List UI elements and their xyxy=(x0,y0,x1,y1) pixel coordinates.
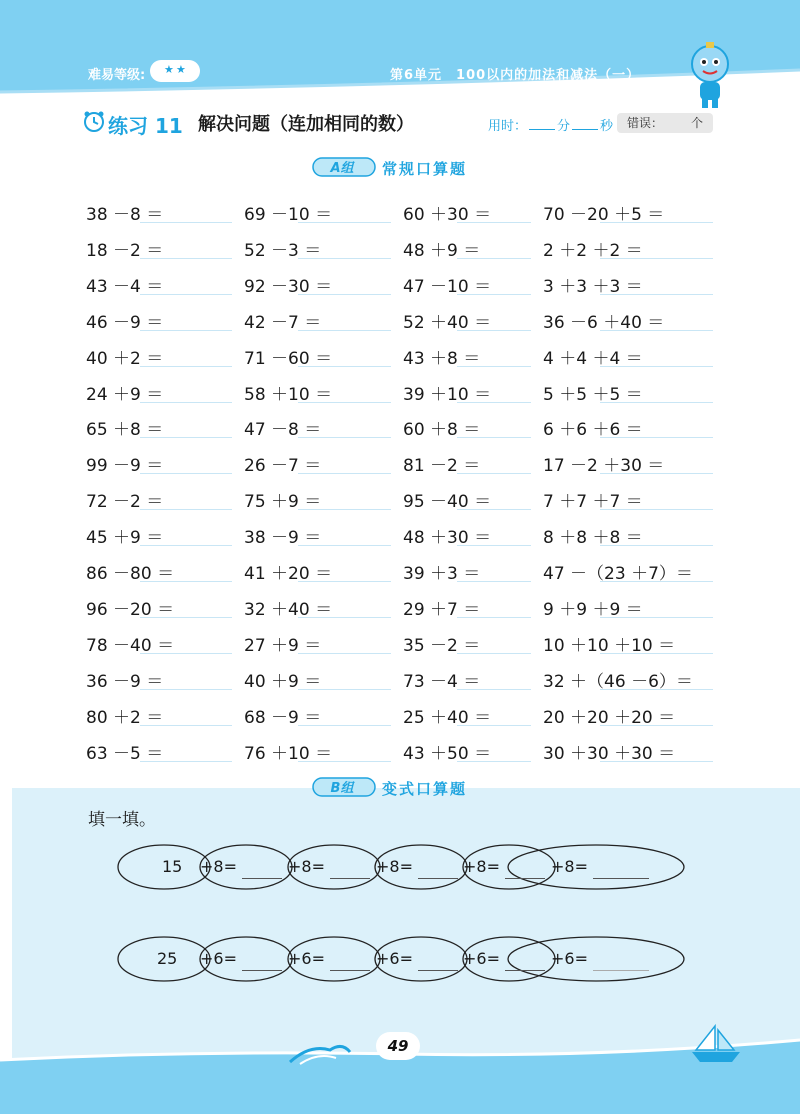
chain-operation: +6= xyxy=(288,949,325,968)
answer-line[interactable] xyxy=(140,330,232,331)
answer-line[interactable] xyxy=(600,509,713,510)
answer-line[interactable] xyxy=(298,437,391,438)
problem: 92 －30 ＝ xyxy=(244,276,333,297)
section-b-heading xyxy=(312,776,512,800)
problem: 70 －20 ＋5 ＝ xyxy=(543,205,665,225)
answer-line[interactable] xyxy=(600,366,713,367)
chain-operation: +6= xyxy=(376,949,413,968)
problem: 47 －10 ＝ xyxy=(403,276,492,297)
problem: 7 ＋7 ＋7 ＝ xyxy=(543,492,643,513)
answer-line[interactable] xyxy=(600,617,713,618)
chain-ellipse xyxy=(508,937,684,981)
problem: 40 ＋2 ＝ xyxy=(86,348,164,369)
answer-line[interactable] xyxy=(457,402,531,403)
problem: 42 －7 ＝ xyxy=(244,312,322,333)
minute-label: 分 xyxy=(557,119,571,134)
chain-operation: +6= xyxy=(200,949,237,968)
answer-line[interactable] xyxy=(457,509,531,510)
chain-operation: +8= xyxy=(376,857,413,876)
answer-line[interactable] xyxy=(457,366,531,367)
problem: 32 ＋40 ＝ xyxy=(244,599,333,620)
problem: 8 ＋8 ＋8 ＝ xyxy=(543,528,643,549)
problem: 32 ＋（46 －6）＝ xyxy=(543,671,693,692)
problem: 47 －8 ＝ xyxy=(244,420,322,441)
answer-line[interactable] xyxy=(298,509,391,510)
problem: 25 ＋40 ＝ xyxy=(403,707,492,728)
problem: 38 －8 ＝ xyxy=(86,205,164,225)
section-a-badge-text: A组 xyxy=(330,161,354,176)
answer-line[interactable] xyxy=(600,725,713,726)
chain-answer-blank[interactable] xyxy=(330,878,370,879)
mascot-icon xyxy=(680,40,740,110)
problem: 52 －3 ＝ xyxy=(244,240,322,261)
problem: 30 ＋30 ＋30 ＝ xyxy=(543,743,676,764)
problem: 2 ＋2 ＋2 ＝ xyxy=(543,240,643,261)
chain-operation: +8= xyxy=(288,857,325,876)
answer-line[interactable] xyxy=(457,330,531,331)
problem: 99 －9 ＝ xyxy=(86,456,164,477)
answer-line[interactable] xyxy=(600,437,713,438)
answer-line[interactable] xyxy=(600,473,713,474)
answer-line[interactable] xyxy=(298,545,391,546)
star-icon: ★ xyxy=(164,63,174,76)
problem: 47 －（23 ＋7）＝ xyxy=(543,564,693,584)
chain-answer-blank[interactable] xyxy=(418,970,458,971)
problem: 38 －9 ＝ xyxy=(244,528,322,549)
problem: 39 ＋3 ＝ xyxy=(403,564,481,584)
chain-operation: +6= xyxy=(551,949,588,968)
answer-line[interactable] xyxy=(298,581,391,582)
page-number: 49 xyxy=(376,1032,420,1060)
answer-line[interactable] xyxy=(140,617,232,618)
problem: 63 －5 ＝ xyxy=(86,743,164,764)
answer-line[interactable] xyxy=(457,653,531,654)
problem: 5 ＋5 ＋5 ＝ xyxy=(543,384,643,405)
problem: 17 －2 ＋30 ＝ xyxy=(543,456,665,477)
problem: 20 ＋20 ＋20 ＝ xyxy=(543,707,676,728)
problem: 9 ＋9 ＋9 ＝ xyxy=(543,599,643,620)
time-used xyxy=(488,115,613,134)
answer-line[interactable] xyxy=(140,689,232,690)
answer-line[interactable] xyxy=(140,725,232,726)
problem: 35 －2 ＝ xyxy=(403,635,481,656)
answer-line[interactable] xyxy=(457,581,531,582)
answer-line[interactable] xyxy=(298,222,391,223)
problem: 80 ＋2 ＝ xyxy=(86,707,164,728)
problem: 95 －40 ＝ xyxy=(403,492,492,513)
unit-title: 第6单元 100以内的加法和减法（一） xyxy=(390,68,641,83)
answer-line[interactable] xyxy=(600,545,713,546)
answer-line[interactable] xyxy=(140,581,232,582)
answer-line[interactable] xyxy=(298,258,391,259)
answer-line[interactable] xyxy=(140,545,232,546)
problem: 43 ＋8 ＝ xyxy=(403,348,481,369)
minute-blank[interactable] xyxy=(529,129,555,130)
fill-in-instruction: 填一填。 xyxy=(88,810,156,830)
error-label: 错误： xyxy=(627,116,664,130)
chain-operation: +8= xyxy=(551,857,588,876)
answer-line[interactable] xyxy=(457,617,531,618)
chain-answer-blank[interactable] xyxy=(242,970,282,971)
answer-line[interactable] xyxy=(457,222,531,223)
problem: 41 ＋20 ＝ xyxy=(244,564,333,584)
problem: 3 ＋3 ＋3 ＝ xyxy=(543,276,643,297)
error-count-box[interactable] xyxy=(617,113,713,133)
problem: 24 ＋9 ＝ xyxy=(86,384,164,405)
problem: 71 －60 ＝ xyxy=(244,348,333,369)
answer-line[interactable] xyxy=(457,761,531,762)
problem: 36 －9 ＝ xyxy=(86,671,164,692)
answer-line[interactable] xyxy=(140,437,232,438)
chain-answer-blank[interactable] xyxy=(505,970,545,971)
answer-line[interactable] xyxy=(298,330,391,331)
problem: 43 ＋50 ＝ xyxy=(403,743,492,764)
answer-line[interactable] xyxy=(457,294,531,295)
problem: 69 －10 ＝ xyxy=(244,205,333,225)
problem: 52 ＋40 ＝ xyxy=(403,312,492,333)
section-a-heading xyxy=(312,156,512,180)
section-a-badge xyxy=(312,156,378,178)
answer-line[interactable] xyxy=(457,689,531,690)
answer-line[interactable] xyxy=(140,402,232,403)
section-b-badge xyxy=(312,776,378,798)
answer-line[interactable] xyxy=(140,222,232,223)
problem: 46 －9 ＝ xyxy=(86,312,164,333)
answer-line[interactable] xyxy=(298,294,391,295)
chain-ellipse xyxy=(508,845,684,889)
answer-line[interactable] xyxy=(600,581,713,582)
problem: 43 －4 ＝ xyxy=(86,276,164,297)
problem: 48 ＋30 ＝ xyxy=(403,528,492,549)
chain-start-number: 25 xyxy=(157,949,178,968)
answer-line[interactable] xyxy=(600,761,713,762)
answer-line[interactable] xyxy=(600,653,713,654)
problem: 40 ＋9 ＝ xyxy=(244,671,322,692)
answer-line[interactable] xyxy=(140,258,232,259)
answer-line[interactable] xyxy=(140,509,232,510)
star-icon: ★ xyxy=(176,63,186,76)
answer-line[interactable] xyxy=(140,653,232,654)
problem: 65 ＋8 ＝ xyxy=(86,420,164,441)
answer-line[interactable] xyxy=(140,366,232,367)
answer-line[interactable] xyxy=(457,258,531,259)
answer-line[interactable] xyxy=(600,294,713,295)
chain-answer-blank[interactable] xyxy=(505,878,545,879)
problem: 76 ＋10 ＝ xyxy=(244,743,333,764)
problem: 36 －6 ＋40 ＝ xyxy=(543,312,665,333)
problem: 78 －40 ＝ xyxy=(86,635,175,656)
chain-answer-blank[interactable] xyxy=(418,878,458,879)
section-b-title: 变式口算题 xyxy=(382,780,468,798)
problem: 29 ＋7 ＝ xyxy=(403,599,481,620)
problem: 27 ＋9 ＝ xyxy=(244,635,322,656)
answer-line[interactable] xyxy=(457,725,531,726)
chain-operation: +8= xyxy=(463,857,500,876)
answer-line[interactable] xyxy=(600,222,713,223)
problem: 60 ＋8 ＝ xyxy=(403,420,481,441)
problem: 68 －9 ＝ xyxy=(244,707,322,728)
answer-line[interactable] xyxy=(298,402,391,403)
problem: 60 ＋30 ＝ xyxy=(403,205,492,225)
time-used-label: 用时： xyxy=(488,119,528,134)
answer-line[interactable] xyxy=(298,473,391,474)
chain-answer-blank[interactable] xyxy=(242,878,282,879)
problem: 48 ＋9 ＝ xyxy=(403,240,481,261)
problem: 45 ＋9 ＝ xyxy=(86,528,164,549)
answer-line[interactable] xyxy=(298,761,391,762)
second-blank[interactable] xyxy=(572,129,598,130)
answer-line[interactable] xyxy=(298,725,391,726)
answer-line[interactable] xyxy=(457,545,531,546)
problem: 4 ＋4 ＋4 ＝ xyxy=(543,348,643,369)
chain-answer-blank[interactable] xyxy=(330,970,370,971)
answer-line[interactable] xyxy=(600,689,713,690)
answer-line[interactable] xyxy=(298,617,391,618)
answer-line[interactable] xyxy=(140,761,232,762)
problem: 75 ＋9 ＝ xyxy=(244,492,322,513)
problem: 96 －20 ＝ xyxy=(86,599,175,620)
second-label: 秒 xyxy=(600,119,614,134)
answer-line[interactable] xyxy=(600,330,713,331)
answer-line[interactable] xyxy=(298,653,391,654)
error-unit: 个 xyxy=(690,116,703,130)
problem: 26 －7 ＝ xyxy=(244,456,322,477)
answer-line[interactable] xyxy=(600,402,713,403)
difficulty-stars xyxy=(150,60,200,82)
problem: 10 ＋10 ＋10 ＝ xyxy=(543,635,676,656)
exercise-number: 练习 11 xyxy=(108,114,183,138)
problem: 86 －80 ＝ xyxy=(86,564,175,584)
chain-start-number: 15 xyxy=(162,857,183,876)
problem: 39 ＋10 ＝ xyxy=(403,384,492,405)
problem: 73 －4 ＝ xyxy=(403,671,481,692)
chain-answer-blank[interactable] xyxy=(593,878,649,879)
chain-operation: +6= xyxy=(463,949,500,968)
exercise-topic: 解决问题（连加相同的数） xyxy=(198,114,414,135)
chain-operation: +8= xyxy=(200,857,237,876)
problem: 72 －2 ＝ xyxy=(86,492,164,513)
answer-line[interactable] xyxy=(457,437,531,438)
answer-line[interactable] xyxy=(298,689,391,690)
section-a-title: 常规口算题 xyxy=(382,160,468,178)
problem: 81 －2 ＝ xyxy=(403,456,481,477)
answer-line[interactable] xyxy=(457,473,531,474)
answer-line[interactable] xyxy=(298,366,391,367)
problem: 58 ＋10 ＝ xyxy=(244,384,333,405)
answer-line[interactable] xyxy=(600,258,713,259)
clock-icon xyxy=(83,110,105,132)
problem: 6 ＋6 ＋6 ＝ xyxy=(543,420,643,441)
chain-answer-blank[interactable] xyxy=(593,970,649,971)
difficulty-label: 难易等级: xyxy=(88,68,146,83)
answer-line[interactable] xyxy=(140,294,232,295)
section-b-badge-text: B组 xyxy=(330,781,354,796)
problem: 18 －2 ＝ xyxy=(86,240,164,261)
answer-line[interactable] xyxy=(140,473,232,474)
